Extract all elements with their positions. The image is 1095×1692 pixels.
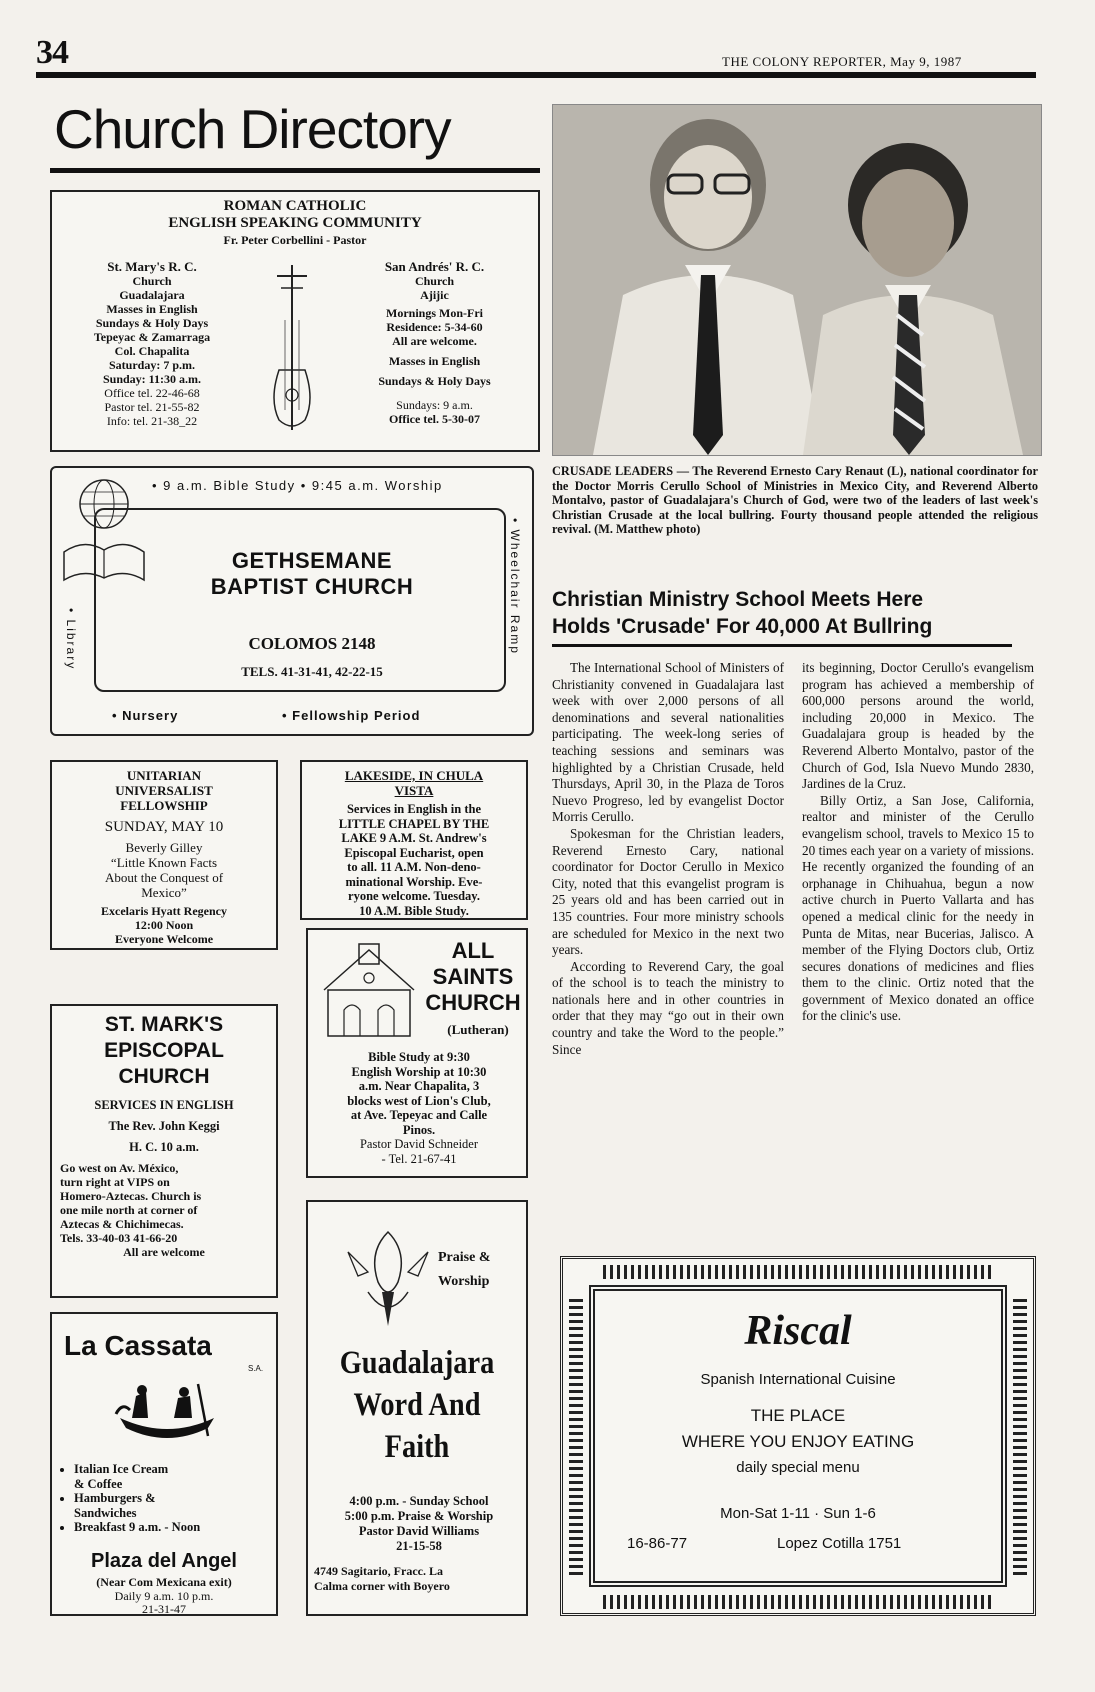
la-cassata-item-2: Hamburgers & — [74, 1491, 156, 1505]
riscal-hours: Mon-Sat 1-11 · Sun 1-6 — [720, 1505, 876, 1522]
all-saints-b8: - Tel. 21-67-41 — [381, 1151, 457, 1166]
gethsemane-tels: TELS. 41-31-41, 42-22-15 — [241, 664, 383, 679]
unitarian-date: SUNDAY, MAY 10 — [104, 819, 224, 835]
gethsemane-library: • Library — [64, 608, 78, 671]
rc-right-l5: Residence: 5-34-60 — [386, 320, 483, 334]
la-cassata-name: La Cassata — [64, 1330, 212, 1361]
rc-left-l4: Masses in English — [106, 302, 198, 316]
crusade-leaders-photo — [552, 104, 1042, 456]
gethsemane-fellowship: • Fellowship Period — [282, 708, 421, 723]
unitarian-welcome: Everyone Welcome — [114, 932, 214, 946]
rc-right-name: San Andrés' R. C. — [384, 259, 485, 274]
st-marks-d2: turn right at VIPS on — [60, 1175, 170, 1189]
unitarian-l2: UNIVERSALIST — [115, 783, 213, 798]
lakeside-b7: ryone welcome. Tuesday. — [348, 889, 480, 903]
dove-flame-icon — [338, 1222, 438, 1332]
gondola-icon — [112, 1378, 222, 1448]
gdl-word-title-1: Guadalajara — [339, 1345, 495, 1381]
rc-right-l4: Mornings Mon-Fri — [386, 306, 483, 320]
gdl-word-title-2: Word And — [353, 1387, 481, 1423]
la-cassata-item-2b: Sandwiches — [74, 1505, 137, 1520]
lakeside-title-1: LAKESIDE, IN CHULA — [344, 768, 484, 783]
rc-left-l12: Info: tel. 21-38_22 — [106, 414, 198, 428]
rc-left-l9: Sunday: 11:30 a.m. — [102, 372, 202, 386]
la-cassata-item-1b: & Coffee — [74, 1476, 123, 1491]
worship-text: Worship — [438, 1274, 490, 1289]
rc-left-l8: Saturday: 7 p.m. — [108, 358, 195, 372]
gdl-word-s4: 21-15-58 — [396, 1539, 442, 1553]
unitarian-time: 12:00 Noon — [134, 918, 194, 932]
st-marks-welcome: All are welcome — [123, 1245, 205, 1259]
gethsemane-services: • 9 a.m. Bible Study • 9:45 a.m. Worship — [152, 478, 443, 493]
riscal-ad — [560, 1256, 1036, 1616]
unitarian-speaker: Beverly Gilley — [125, 840, 203, 855]
rc-left-l6: Tepeyac & Zamarraga — [93, 330, 211, 344]
la-cassata-item-1: Italian Ice Cream — [74, 1462, 169, 1476]
all-saints-b4: blocks west of Lion's Club, — [347, 1093, 491, 1108]
unitarian-venue: Excelaris Hyatt Regency — [101, 904, 227, 918]
st-marks-tels: Tels. 33-40-03 41-66-20 — [60, 1231, 178, 1245]
rc-left-l7: Col. Chapalita — [114, 344, 190, 358]
st-marks-d5: Aztecas & Chichimecas. — [60, 1217, 184, 1231]
riscal-line-1: THE PLACE — [750, 1406, 846, 1425]
gdl-word-faith-ad — [306, 1200, 528, 1616]
headline-rule — [552, 644, 1012, 647]
publication-dateline: THE COLONY REPORTER, May 9, 1987 — [722, 54, 962, 69]
unitarian-topic-2: About the Conquest of — [104, 870, 224, 885]
article-c2-p2: Billy Ortiz, a San Jose, California, realtor and minister of the Cerullo evangelism school, travels to Mexico 15 to 20 times each year on a variety of missions. He recently organized the founding of an orphanage in Chihuahua, begun a now active church in Puerto Vallarta and has opened a medical clinic for the needy in Punta de Mitas, near Bucerias, Jalisco. A member of the Flying Doctors club, Ortiz secures donations of medicines and flies them to the clinic. Ortiz noted that the government of Mexico donated an office for the clinic's use. — [802, 792, 1034, 1024]
riscal-address: Lopez Cotilla 1751 — [777, 1535, 902, 1552]
gethsemane-name-2: BAPTIST CHURCH — [210, 574, 414, 599]
lakeside-b2: LITTLE CHAPEL BY THE — [338, 816, 490, 831]
rc-left-l10: Office tel. 22-46-68 — [104, 386, 200, 400]
article-column-1 — [552, 660, 784, 1058]
article-c2-p1: its beginning, Doctor Cerullo's evangelism program has achieved a membership of 600,000 persons around the world, including 20,000 in Mexico. The Guadalajara group is headed by the Reverend Alberto Montalvo, pastor of the Church of God, Isla Nuevo Mundo 2830, Jardines de la Cruz. — [802, 660, 1034, 792]
rc-left-l11: Pastor tel. 21-55-82 — [104, 400, 200, 414]
riscal-phone: 16-86-77 — [627, 1535, 688, 1552]
la-cassata-near: (Near Com Mexicana exit) — [96, 1575, 232, 1589]
riscal-menu: daily special menu — [736, 1459, 860, 1476]
article-column-2 — [802, 660, 1034, 1025]
rc-right-l6: All are welcome. — [392, 334, 477, 348]
header-rule — [36, 72, 1036, 78]
lakeside-b8: 10 A.M. Bible Study. — [359, 903, 469, 918]
rc-pastor: Fr. Peter Corbellini - Pastor — [223, 233, 367, 247]
gdl-word-title-3: Faith — [384, 1429, 450, 1465]
article-headline-1: Christian Ministry School Meets Here — [552, 588, 924, 611]
article-c1-p1: The International School of Ministers of Christianity convened in Guadalajara last week with over 2,000 persons of all denominations and several nationalities participating. The week-long series of teaching sessions and seminars was highlighted by a Christian Crusade, held Thursdays, April 30, in the Plaza de Toros Nuevo Progreso, led by evangelist Doctor Morris Cerullo. — [552, 660, 784, 825]
all-saints-b7: Pastor David Schneider — [359, 1137, 479, 1151]
all-saints-ad — [306, 928, 528, 1178]
riscal-tagline: Spanish International Cuisine — [700, 1371, 896, 1388]
all-saints-name-2: SAINTS — [432, 964, 514, 989]
rc-right-l10: Office tel. 5-30-07 — [389, 412, 480, 426]
rc-title-1: ROMAN CATHOLIC — [223, 198, 367, 214]
la-cassata-ad — [50, 1312, 278, 1616]
photo-figures — [553, 105, 1041, 455]
la-cassata-sa: S.A. — [248, 1364, 264, 1373]
praise-text: Praise & — [438, 1250, 491, 1265]
gdl-word-a2: Calma corner with Boyero — [314, 1579, 450, 1593]
all-saints-name-3: CHURCH — [425, 990, 521, 1015]
rc-right-l2: Church — [414, 274, 455, 288]
st-marks-hc: H. C. 10 a.m. — [129, 1140, 199, 1154]
st-marks-name-2: EPISCOPAL — [104, 1039, 224, 1062]
st-marks-d3: Homero-Aztecas. Church is — [60, 1189, 202, 1203]
all-saints-b1: Bible Study at 9:30 — [368, 1050, 470, 1064]
la-cassata-place: Plaza del Angel — [91, 1550, 237, 1572]
gdl-word-s2: 5:00 p.m. Praise & Worship — [344, 1509, 494, 1523]
rc-left-l5: Sundays & Holy Days — [95, 316, 209, 330]
lakeside-b4: Episcopal Eucharist, open — [344, 845, 484, 860]
gdl-word-s1: 4:00 p.m. - Sunday School — [349, 1494, 489, 1508]
st-marks-d4: one mile north at corner of — [60, 1203, 198, 1217]
article-headline-2: Holds 'Crusade' For 40,000 At Bullring — [552, 615, 933, 638]
gethsemane-name-1: GETHSEMANE — [231, 548, 393, 573]
gdl-word-s3: Pastor David Williams — [358, 1524, 480, 1538]
lakeside-title-2: VISTA — [394, 783, 434, 798]
lakeside-b6: minational Worship. Eve- — [345, 874, 483, 889]
article-c1-p3: According to Reverend Cary, the goal of the school is to teach the ministry to nationals here and in other countries in order that they may “go out in their own country and take the Word to the people.” Since — [552, 958, 784, 1057]
lakeside-b3: LAKE 9 A.M. St. Andrew's — [341, 831, 487, 845]
unitarian-l3: FELLOWSHIP — [120, 798, 208, 813]
la-cassata-tel: 21-31-47 — [142, 1602, 186, 1616]
st-marks-name-1: ST. MARK'S — [104, 1013, 224, 1036]
riscal-name: Riscal — [744, 1308, 852, 1354]
lakeside-ad — [300, 760, 528, 920]
unitarian-ad — [50, 760, 278, 950]
lakeside-b5: to all. 11 A.M. Non-deno- — [347, 860, 481, 874]
rc-right-l3: Ajijic — [420, 288, 449, 302]
roman-catholic-ad — [50, 190, 540, 452]
la-cassata-daily: Daily 9 a.m. 10 p.m. — [114, 1588, 214, 1603]
rc-right-l7: Masses in English — [388, 354, 481, 368]
rc-left-name: St. Mary's R. C. — [107, 259, 197, 274]
rc-right-l8: Sundays & Holy Days — [378, 374, 491, 388]
st-marks-rev: The Rev. John Keggi — [108, 1119, 220, 1133]
unitarian-topic-1: “Little Known Facts — [110, 855, 218, 870]
st-marks-name-3: CHURCH — [118, 1065, 210, 1088]
all-saints-b6: Pinos. — [402, 1122, 436, 1137]
article-c1-p2: Spokesman for the Christian leaders, Reverend Ernesto Cary, national coordinator for Doctor Cerullo in Mexico City, noted that this evangelist program is 25 years old and has been carried out in 135 countries. Four more ministry schools are scheduled for Mexico in the next two years. — [552, 825, 784, 958]
all-saints-denom: (Lutheran) — [447, 1022, 509, 1037]
riscal-line-2: WHERE YOU ENJOY EATING — [681, 1432, 915, 1451]
title-rule — [50, 168, 540, 173]
gethsemane-nursery: • Nursery — [112, 708, 179, 723]
gdl-word-a1: 4749 Sagitario, Fracc. La — [314, 1564, 443, 1578]
gethsemane-ad — [50, 466, 534, 736]
cross-lute-icon — [257, 260, 327, 435]
unitarian-topic-3: Mexico” — [141, 885, 187, 900]
directory-title: Church Directory — [54, 98, 451, 160]
gethsemane-ramp: • Wheelchair Ramp — [508, 518, 522, 655]
rc-left-l3: Guadalajara — [119, 288, 185, 302]
riscal-frame-top-border — [603, 1265, 993, 1279]
unitarian-l1: UNITARIAN — [126, 768, 202, 783]
la-cassata-item-3: Breakfast 9 a.m. - Noon — [74, 1520, 201, 1534]
st-marks-ad — [50, 1004, 278, 1298]
all-saints-name-1: ALL — [451, 938, 495, 963]
all-saints-b2: English Worship at 10:30 — [351, 1064, 487, 1079]
lakeside-b1: Services in English in the — [346, 802, 482, 816]
church-building-icon — [314, 940, 424, 1040]
photo-caption: CRUSADE LEADERS — The Reverend Ernesto Cary Renaut (L), national coordinator for the Doctor Morris Cerullo School of Ministries in Mexico City, and Reverend Alberto Montalvo, pastor of Guadalajara's Church of God, were two of the leaders of last week's Christian Crusade at the local bullring. Fourty thousand people attended the religious revival. (M. Matthew photo) — [552, 464, 1038, 536]
all-saints-b5: at Ave. Tepeyac and Calle — [350, 1108, 488, 1122]
riscal-frame-bottom-border — [603, 1595, 993, 1609]
rc-title-2: ENGLISH SPEAKING COMMUNITY — [168, 215, 422, 231]
page-number: 34 — [36, 34, 68, 71]
st-marks-d1: Go west on Av. México, — [60, 1161, 179, 1175]
rc-right-l9: Sundays: 9 a.m. — [396, 398, 473, 412]
all-saints-b3: a.m. Near Chapalita, 3 — [358, 1079, 480, 1093]
st-marks-services: SERVICES IN ENGLISH — [94, 1098, 234, 1112]
gethsemane-address: COLOMOS 2148 — [248, 634, 376, 653]
rc-left-l2: Church — [132, 274, 172, 288]
